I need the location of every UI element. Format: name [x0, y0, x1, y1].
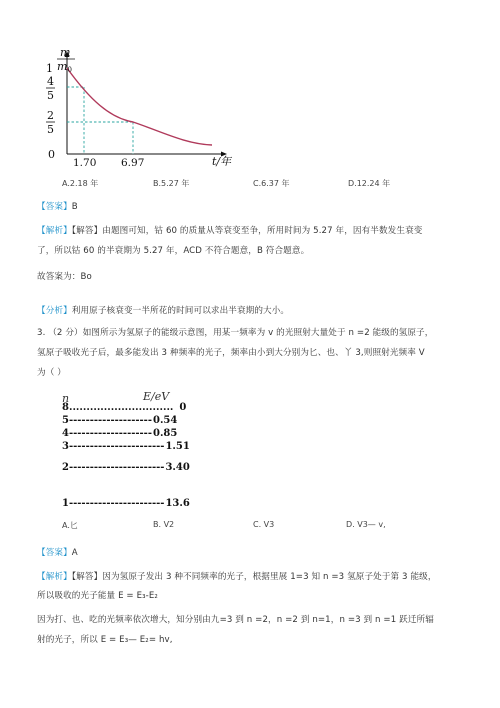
- level-line: --------------------: [68, 428, 152, 439]
- q3-stem-line3: 为（ ）: [37, 368, 66, 378]
- q3-analysis-line4: 射的光子，所以 E = E₃— E₂= hv,: [37, 635, 173, 645]
- level-line: --------------------: [68, 415, 152, 426]
- level-n-value: 3: [62, 441, 69, 452]
- y-tick-5b: 5: [47, 123, 54, 136]
- q2-analysis-text1: 【解答】由题图可知，钴 60 的质量从等衰变至争，所用时间为 5.27 年，因有半数发生衰变: [71, 226, 423, 236]
- level-line: ..............................: [68, 402, 174, 413]
- q2-fenxi: [37, 304, 289, 316]
- x-tick-170: 1.70: [73, 157, 97, 169]
- level-line: -----------------------: [68, 462, 165, 473]
- level-row-5: [62, 415, 177, 426]
- q3-answer: [37, 546, 78, 558]
- q3-analysis-line1: [37, 570, 437, 582]
- level-energy: 0: [179, 402, 187, 413]
- q3-analysis-line2: 所以吸收的光子能量 E = E₃-E₂: [37, 591, 158, 601]
- y-label-m: m: [60, 46, 71, 59]
- y-tick-2: 2: [47, 109, 54, 122]
- q2-analysis-tag: 【解析】: [37, 226, 72, 236]
- y-tick-4: 4: [47, 75, 54, 88]
- q2-answer-tag: 【答案】: [37, 202, 72, 212]
- level-row-8: [62, 402, 186, 413]
- level-energy: 1.51: [165, 441, 190, 452]
- level-n-header: n: [62, 392, 70, 405]
- q2-analysis-line2: 了，所以钴 60 的半衰期为 5.27 年，ACD 不符合题意，B 符合题意。: [37, 246, 310, 256]
- level-energy: 3.40: [165, 462, 190, 473]
- y-tick-0: 0: [48, 148, 55, 161]
- y-tick-5a: 5: [47, 89, 54, 102]
- level-n-value: 1: [62, 498, 69, 509]
- q2-option-d: D.12.24 年: [348, 179, 391, 188]
- y-tick-1: 1: [46, 62, 53, 75]
- level-n-value: 5: [62, 415, 69, 426]
- q3-answer-value: A: [71, 548, 78, 558]
- q3-analysis-text1: 【解答】因为氢原子发出 3 种不同频率的光子，根据里展 1=3 知 n =3 氢原子处于第 3 能级，: [71, 572, 437, 582]
- q3-analysis-tag: 【解析】: [37, 572, 72, 582]
- q2-answer: [37, 200, 78, 212]
- q2-option-c: C.6.37 年: [253, 179, 290, 188]
- y-label-m0-sub: 0: [67, 66, 72, 74]
- q3-option-d: D. V3— v,: [346, 520, 386, 529]
- y-label-m0: m0: [57, 60, 72, 74]
- q3-analysis-line3: 因为打、也、吃的光频率依次增大，知分别由九=3 到 n =2，n =2 到 n=1，n =3 到 n =1 跃迁所辐: [37, 615, 434, 625]
- q2-analysis-line1: [37, 224, 422, 236]
- level-row-3: [62, 441, 190, 452]
- q2-answer-value: B: [71, 202, 78, 212]
- level-e-header: E/eV: [143, 390, 170, 403]
- level-line: -----------------------: [68, 441, 165, 452]
- q2-option-b: B.5.27 年: [153, 179, 190, 188]
- x-label: t/年: [212, 155, 232, 168]
- q3-option-b: B. V2: [153, 520, 175, 529]
- q2-fenxi-text: 利用原子核衰变一半所花的时间可以求出半衰期的大小。: [71, 306, 290, 316]
- level-row-2: [62, 462, 190, 473]
- q2-fenxi-tag: 【分析】: [37, 306, 72, 316]
- decay-chart: [0, 0, 500, 175]
- q3-answer-tag: 【答案】: [37, 548, 72, 558]
- q3-stem-line1: 3. （2 分）如图所示为氢原子的能级示意图，用某一频率为 v 的光照射大量处于 n =2 能级的氢原子，: [37, 328, 434, 338]
- level-energy: 0.85: [152, 428, 178, 439]
- q3-stem-line2: 氢原子吸收光子后，最多能发出 3 种频率的光子，频率由小到大分别为匕、也、丫 3,则照射光频率 V: [37, 348, 425, 358]
- level-n-value: 4: [62, 428, 69, 439]
- level-energy: 13.6: [165, 498, 190, 509]
- q3-option-c: C. V3: [253, 520, 275, 529]
- level-n-value: 8: [62, 402, 69, 413]
- level-row-1: [62, 498, 190, 509]
- x-tick-697: 6.97: [121, 157, 145, 169]
- level-n-value: 2: [62, 462, 69, 473]
- q2-conclusion: 故答案为：Bo: [37, 272, 92, 282]
- decay-curve: [67, 68, 212, 145]
- level-row-4: [62, 428, 177, 439]
- q2-option-a: A.2.18 年: [62, 179, 99, 188]
- level-energy: 0.54: [152, 415, 178, 426]
- q3-option-a: A.匕: [62, 521, 78, 530]
- level-line: -----------------------: [68, 498, 165, 509]
